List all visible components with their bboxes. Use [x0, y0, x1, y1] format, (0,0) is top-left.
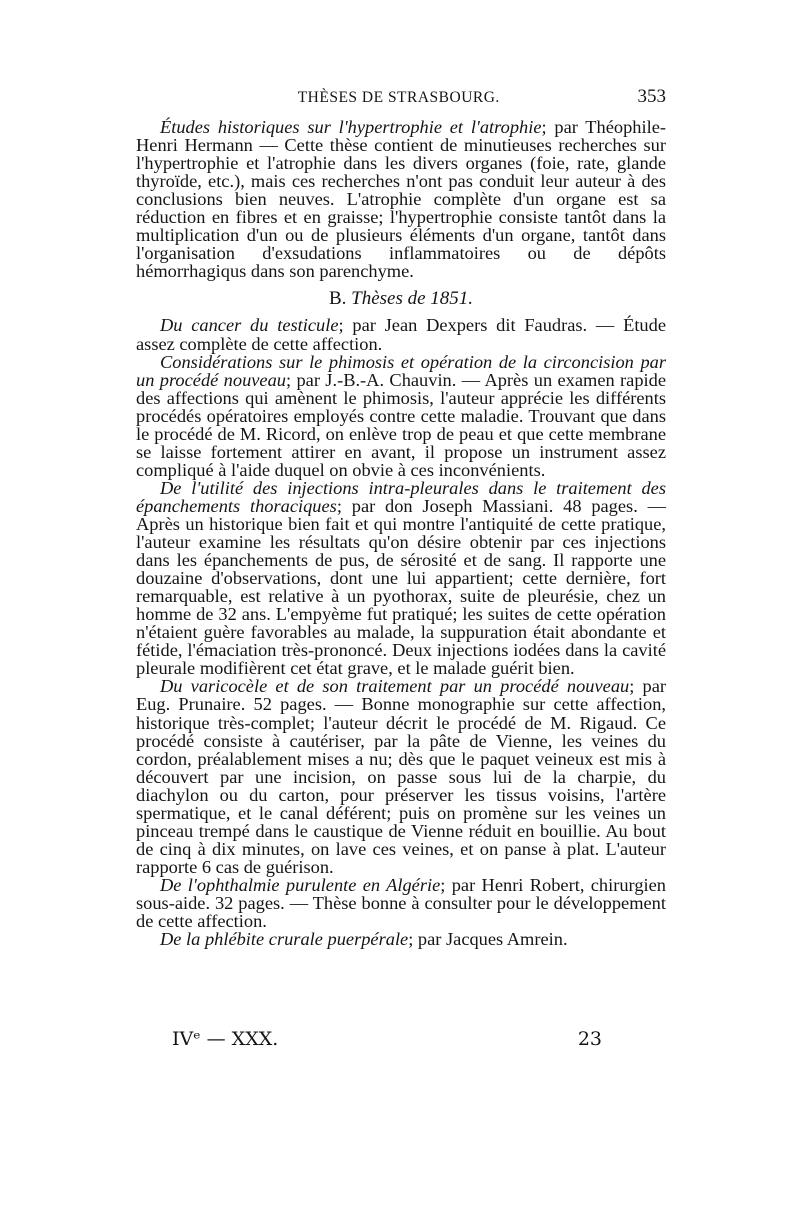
page-number: 353 [637, 86, 666, 107]
page-footer [172, 1028, 602, 1050]
text-block [136, 88, 666, 948]
thesis-title: De l'utilité des injections intra-pleurales dans le traitement des épanchements thoraciques [136, 477, 666, 516]
sheet-number: 23 [577, 1028, 602, 1050]
thesis-entry [136, 316, 666, 352]
thesis-description: ; par Jean Dexpers dit Faudras. — Étude assez complète de cette affection. [136, 315, 666, 354]
running-head [136, 88, 666, 118]
thesis-title: Considérations sur le phimosis et opération de la circoncision par un procédé nouveau [136, 351, 666, 390]
thesis-title: De l'ophthalmie purulente en Algérie [160, 874, 441, 895]
thesis-entry [136, 479, 666, 678]
signature-mark: IVᵉ — XXX. [172, 1028, 279, 1050]
thesis-entry [136, 930, 666, 948]
thesis-entry [136, 677, 666, 876]
thesis-title: Du varicocèle et de son traitement par un procédé nouveau [160, 676, 630, 697]
thesis-description: ; par don Joseph Massiani. 48 pages. — Après un historique bien fait et qui montre l'antiquité de cette pratique, l'auteur examine les résultats qu'on désire obtenir par ces injections dans les épanchements de pus, de sérosité et de sang. Il rapporte une douzaine d'observations, dont une lui appartient; cette dernière, fort remarquable, est relative à un pyothorax, suite de pleurésie, chez un homme de 32 ans. L'empyème fut pratiqué; les suites de cette opération n'étaient guère favorables au malade, la suppuration était abondante et fétide, l'émaciation très-prononcé. Deux injections iodées dans la cavité pleurale modifièrent cet état grave, et le malade guérit bien. [136, 495, 666, 679]
thesis-description: ; par Jacques Amrein. [408, 929, 568, 950]
thesis-title: De la phlébite crurale puerpérale [160, 929, 409, 950]
section-heading [136, 290, 666, 308]
thesis-entry [136, 876, 666, 930]
thesis-entry [136, 118, 666, 280]
running-title: THÈSES DE STRASBOURG. [297, 89, 500, 106]
section-letter: B. [328, 288, 347, 310]
thesis-description: ; par Théophile-Henri Hermann — Cette thèse contient de minutieuses recherches sur l'hypertrophie et l'atrophie dans les divers organes (foie, rate, glande thyroïde, etc.), mais ces recherches n'ont pas conduit leur auteur à des conclusions bien neuves. L'atrophie complète d'un organe est sa réduction en fibres et en graisse; l'hypertrophie consiste tantôt dans la multiplication d'un ou de plusieurs éléments d'un organe, tantôt dans l'organisation d'exsudations inflammatoires ou de dépôts hémorrhagiqus dans son parenchyme. [136, 117, 666, 282]
thesis-description: ; par Eug. Prunaire. 52 pages. — Bonne monographie sur cette affection, historique très-complet; l'auteur décrit le procédé de M. Rigaud. Ce procédé consiste à cautériser, par la pâte de Vienne, les veines du cordon, préalablement mises a nu; dès que le paquet veineux est mis à découvert par une incision, on passe sous lui de la charpie, du diachylon ou du carton, pour préserver les tissus voisins, l'artère spermatique, et le canal déférent; puis on promène sur les veines un pinceau trempé dans le caustique de Vienne réduit en bouillie. Au bout de cinq à dix minutes, on lave ces veines, et on panse à plat. L'auteur rapporte 6 cas de guérison. [136, 676, 666, 877]
thesis-title: Études historiques sur l'hypertrophie et l'atrophie [160, 117, 542, 137]
thesis-description: ; par Henri Robert, chirurgien sous-aide. 32 pages. — Thèse bonne à consulter pour le développement de cette affection. [136, 874, 667, 932]
thesis-title: Du cancer du testicule [160, 315, 339, 336]
thesis-description: ; par J.-B.-A. Chauvin. — Après un examen rapide des affections qui amènent le phimosis, l'auteur apprécie les différents procédés opératoires employés contre cette maladie. Trouvant que dans le procédé de M. Ricord, on enlève trop de peau et que cette membrane se laisse fortement attirer en avant, il propose un instrument assez compliqué à l'aide duquel on obvie à ces inconvénients. [136, 369, 667, 480]
section-title: Thèses de 1851. [351, 288, 474, 310]
thesis-entry [136, 353, 666, 479]
